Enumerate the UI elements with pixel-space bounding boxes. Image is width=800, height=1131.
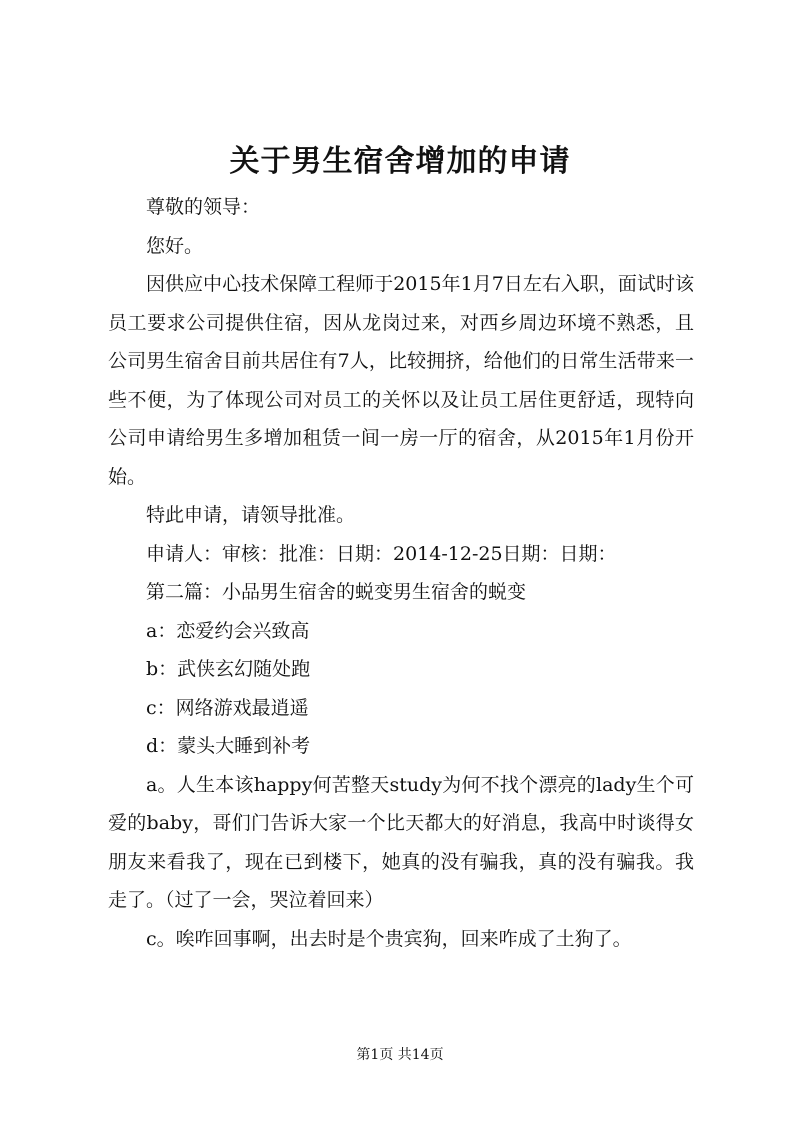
greeting: 您好。	[146, 234, 204, 257]
salutation: 尊敬的领导：	[146, 196, 261, 218]
role-c-line: c：网络游戏最逍遥	[146, 696, 309, 719]
role-a-line: a：恋爱约会兴致高	[146, 619, 310, 642]
dialogue-c-paragraph: c。唉咋回事啊，出去时是个贵宾狗，回来咋成了土狗了。	[146, 927, 632, 950]
document-body	[108, 188, 694, 958]
document-title: 关于男生宿舍增加的申请	[229, 144, 571, 179]
signature-line: 申请人：审核：批准：日期：2014-12-25日期：日期：	[146, 542, 617, 565]
second-article-heading: 第二篇：小品男生宿舍的蜕变男生宿舍的蜕变	[146, 581, 527, 603]
role-b-line: b：武侠玄幻随处跑	[146, 658, 311, 680]
dialogue-a-paragraph: a。人生本该happy何苦整天study为何不找个漂亮的lady生个可爱的baby，哥们门告诉大家一个比天都大的好消息，我高中时谈得女朋友来看我了，现在已到楼下，她真的没有骗我，真的没有骗我。我走了。（过了一会，哭泣着回来）	[108, 773, 694, 911]
page-footer: 第1页 共14页	[356, 1047, 444, 1063]
role-d-line: d：蒙头大睡到补考	[146, 735, 311, 757]
request-body-paragraph: 因供应中心技术保障工程师于2015年1月7日左右入职，面试时该员工要求公司提供住宿，因从龙岗过来，对西乡周边环境不熟悉，且公司男生宿舍目前共居住有7人，比较拥挤，给他们的日常生活带来一些不便，为了体现公司对员工的关怀以及让员工居住更舒适，现特向公司申请给男生多增加租赁一间一房一厅的宿舍，从2015年1月份开始。	[108, 273, 694, 488]
closing-line: 特此申请，请领导批准。	[146, 504, 356, 526]
